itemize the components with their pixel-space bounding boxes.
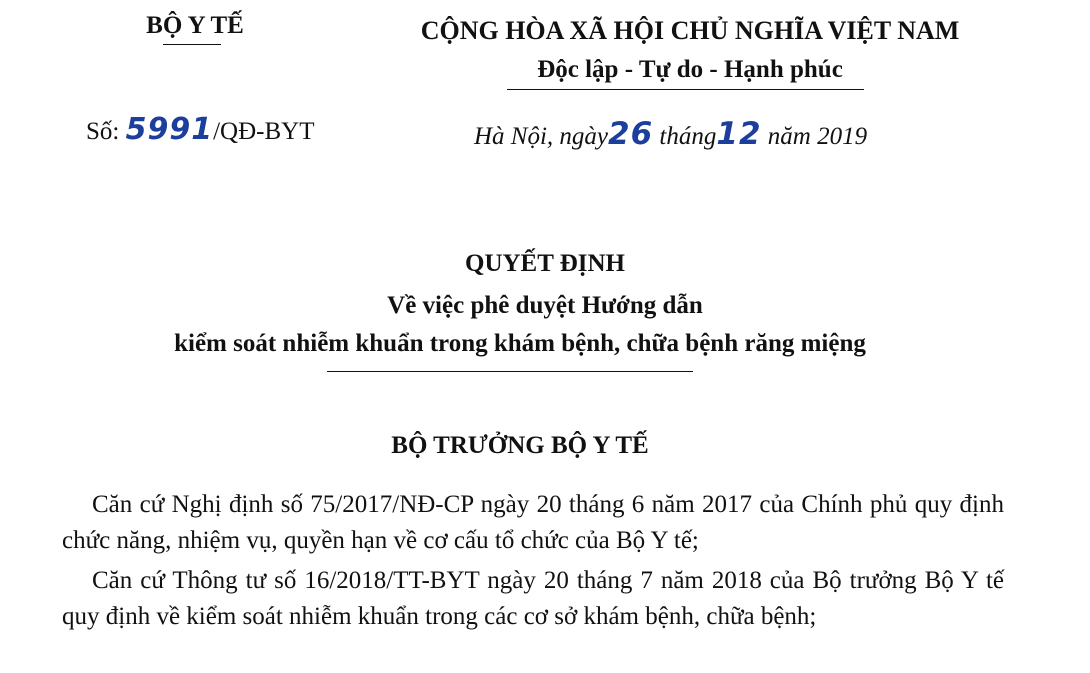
place-prefix: Hà Nội, ngày xyxy=(474,123,609,150)
issuing-ministry: BỘ Y TẾ xyxy=(146,12,244,39)
year-text: năm 2019 xyxy=(767,123,868,150)
handwritten-day: 26 xyxy=(608,116,654,152)
motto-underline xyxy=(507,89,864,90)
number-suffix: /QĐ-BYT xyxy=(213,118,315,145)
handwritten-month: 12 xyxy=(716,116,762,152)
document-number xyxy=(86,112,315,147)
month-label: tháng xyxy=(659,123,717,150)
legal-basis-paragraph: Căn cứ Nghị định số 75/2017/NĐ-CP ngày 20 tháng 6 năm 2017 của Chính phủ quy định chức năng, nhiệm vụ, quyền hạn về cơ cấu tổ chức của Bộ Y tế; xyxy=(62,491,1004,554)
national-motto: Độc lập - Tự do - Hạnh phúc xyxy=(537,56,843,83)
ministry-underline xyxy=(163,44,221,45)
place-and-date xyxy=(474,116,867,152)
subject-line-2: kiểm soát nhiễm khuẩn trong khám bệnh, chữa bệnh răng miệng xyxy=(174,330,866,357)
legal-basis-paragraph: Căn cứ Thông tư số 16/2018/TT-BYT ngày 20 tháng 7 năm 2018 của Bộ trưởng Bộ Y tế quy định về kiểm soát nhiễm khuẩn trong các cơ sở khám bệnh, chữa bệnh; xyxy=(62,567,1004,630)
national-title: CỘNG HÒA XÃ HỘI CHỦ NGHĨA VIỆT NAM xyxy=(420,16,960,45)
number-prefix: Số: xyxy=(86,118,120,145)
authority-heading: BỘ TRƯỞNG BỘ Y TẾ xyxy=(391,432,649,459)
handwritten-number: 5991 xyxy=(125,112,214,147)
subject-line-1: Về việc phê duyệt Hướng dẫn xyxy=(387,292,703,319)
decision-title: QUYẾT ĐỊNH xyxy=(465,250,625,277)
subject-underline xyxy=(327,371,693,372)
